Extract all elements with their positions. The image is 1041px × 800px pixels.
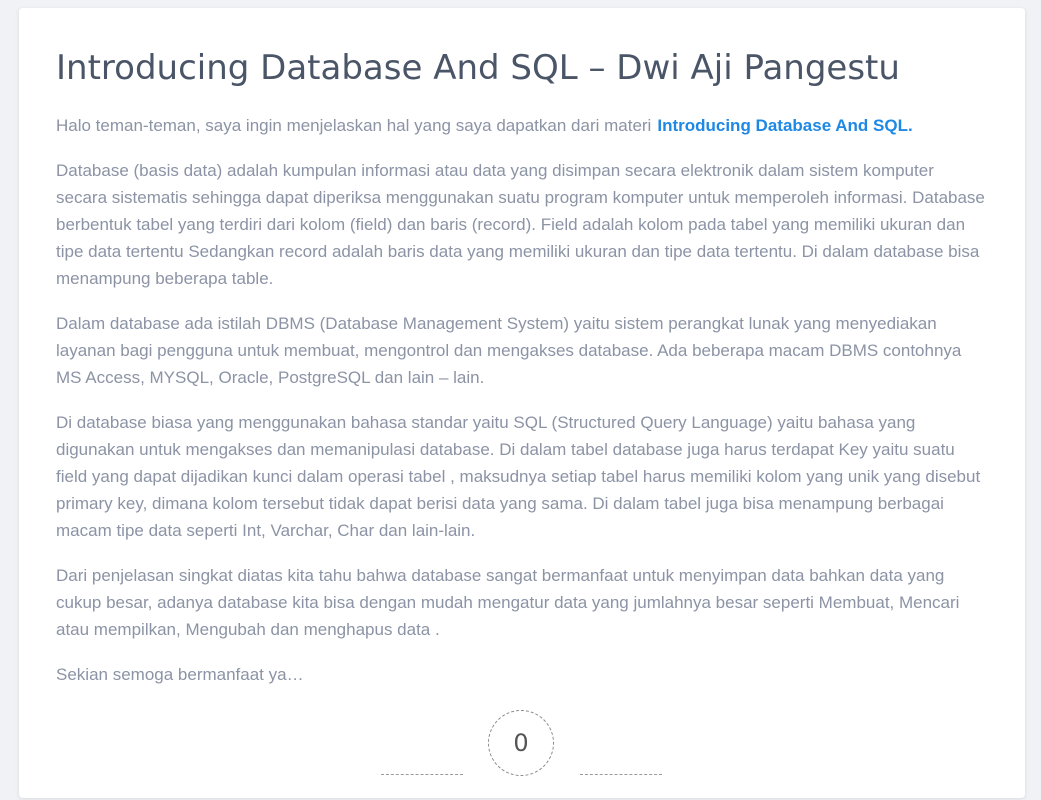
like-counter-button[interactable]: 0 bbox=[488, 710, 554, 776]
paragraph-database: Database (basis data) adalah kumpulan informasi atau data yang disimpan secara elektronik dalam sistem komputer secara sistematis sehingga dapat diperiksa menggunakan suatu program komputer untuk memperoleh informasi. Database berbentuk tabel yang terdiri dari kolom (field) dan baris (record). Field adalah kolom pada tabel yang memiliki ukuran dan tipe data tertentu Sedangkan record adalah baris data yang memiliki ukuran dan tipe data tertentu. Di dalam database bisa menampung beberapa table. bbox=[56, 161, 985, 288]
intro-paragraph bbox=[56, 112, 988, 139]
paragraph-closing: Sekian semoga bermanfaat ya… bbox=[56, 665, 304, 684]
post-content bbox=[56, 44, 988, 688]
paragraph-conclusion: Dari penjelasan singkat diatas kita tahu bahwa database sangat bermanfaat untuk menyimpan data bahkan data yang cukup besar, adanya database kita bisa dengan mudah mengatur data yang jumlahnya besar seperti Membuat, Mencari atau mempilkan, Mengubah dan menghapus data . bbox=[56, 566, 960, 639]
like-counter-area bbox=[19, 710, 1025, 800]
paragraph-dbms: Dalam database ada istilah DBMS (Database Management System) yaitu sistem perangkat lunak yang menyediakan layanan bagi pengguna untuk membuat, mengontrol dan mengakses database. Ada beberapa macam DBMS contohnya MS Access, MYSQL, Oracle, PostgreSQL dan lain – lain. bbox=[56, 314, 962, 387]
post-title: Introducing Database And SQL – Dwi Aji Pangestu bbox=[56, 48, 900, 88]
paragraph-sql: Di database biasa yang menggunakan bahasa standar yaitu SQL (Structured Query Language) yaitu bahasa yang digunakan untuk mengakses dan memanipulasi database. Di dalam tabel database juga harus terdapat Key yaitu suatu field yang dapat dijadikan kunci dalam operasi tabel , maksudnya setiap tabel harus memiliki kolom yang unik yang disebut primary key, dimana kolom tersebut tidak dapat berisi data yang sama. Di dalam tabel juga bisa menampung berbagai macam tipe data seperti Int, Varchar, Char dan lain-lain. bbox=[56, 413, 981, 540]
materi-link[interactable]: Introducing Database And SQL. bbox=[657, 116, 913, 135]
divider-left bbox=[381, 774, 463, 775]
intro-text: Halo teman-teman, saya ingin menjelaskan hal yang saya dapatkan dari materi bbox=[56, 116, 652, 135]
post-card bbox=[19, 8, 1025, 798]
divider-right bbox=[580, 774, 662, 775]
